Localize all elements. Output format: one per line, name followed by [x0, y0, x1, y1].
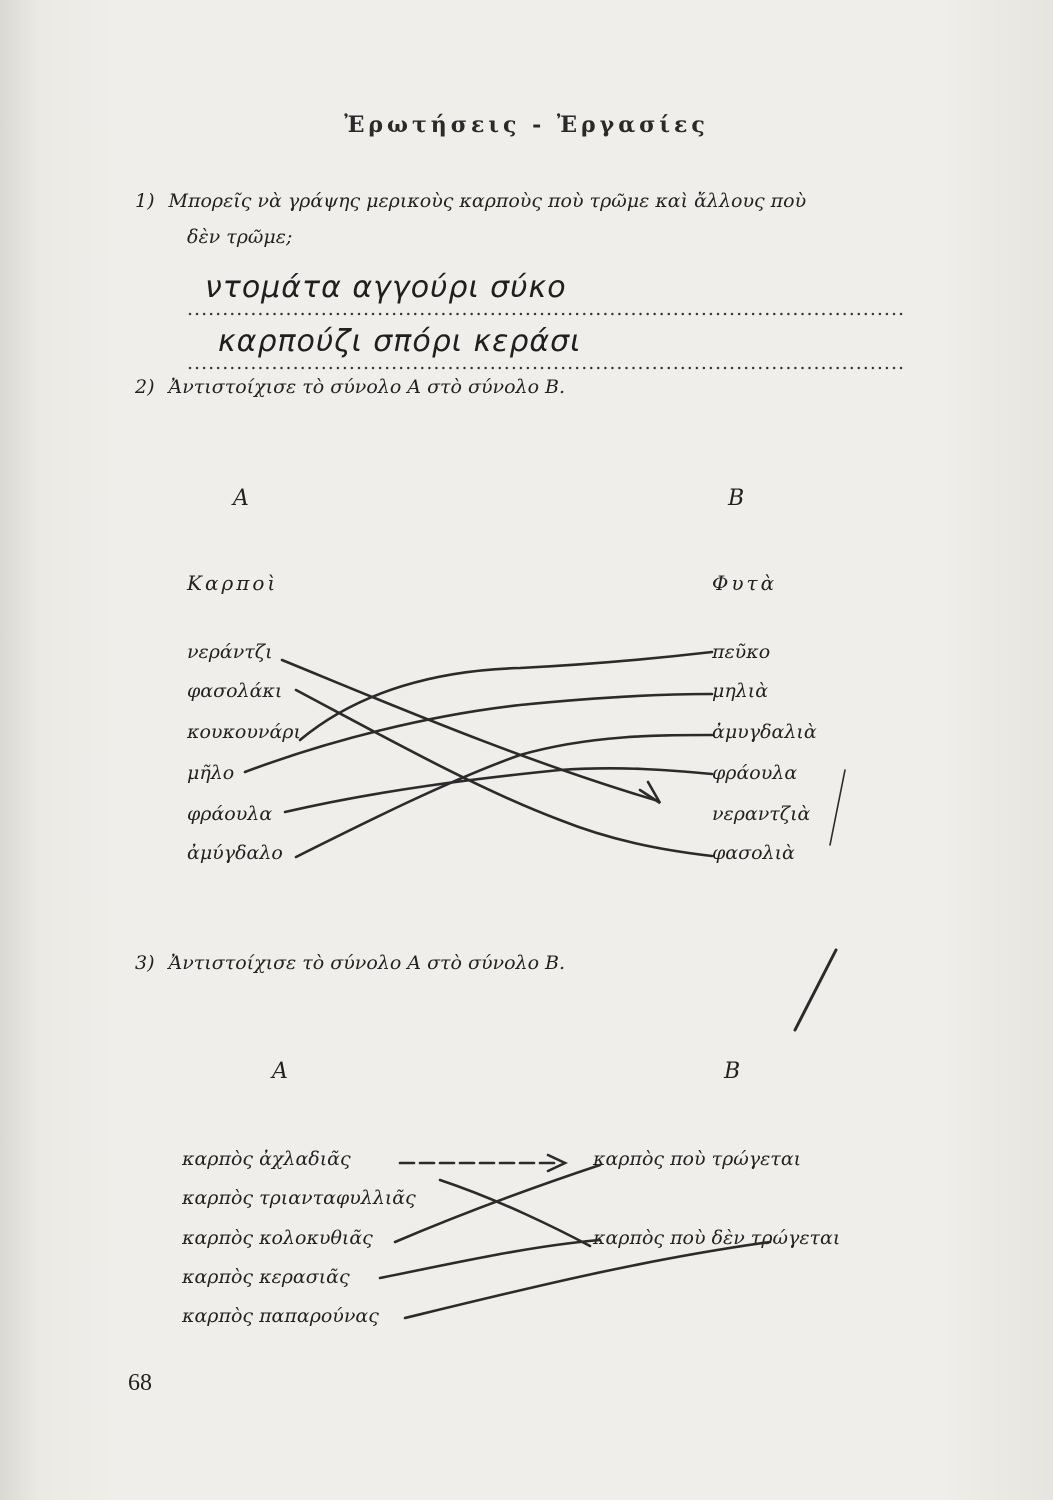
q2-left-item: μῆλο [187, 762, 235, 784]
q2-left-item: νεράντζι [187, 641, 273, 663]
q2-set-a-label: Α [233, 486, 249, 511]
q3-set-b-label: Β [724, 1059, 741, 1084]
question-1-text-line2: δὲν τρῶμε; [187, 226, 293, 248]
q3-line-paparouna [405, 1242, 770, 1318]
q3-line-kerasia [380, 1240, 600, 1278]
q3-right-item: καρπὸς ποὺ τρώγεται [593, 1148, 802, 1170]
q3-left-item: καρπὸς κολοκυθιᾶς [182, 1227, 373, 1249]
answer-dotted-line-1: ...................................................................................................... [187, 298, 906, 320]
q2-right-item: πεῦκο [712, 641, 771, 663]
q3-right-item: καρπὸς ποὺ δὲν τρώγεται [593, 1227, 841, 1249]
handwritten-answer-line-1: ντομάτα αγγούρι σύκο [205, 270, 567, 305]
question-3-number: 3) [135, 952, 155, 974]
q2-set-b-label: Β [728, 486, 745, 511]
q2-line-milo-milia [245, 694, 712, 772]
q3-left-item: καρπὸς παπαρούνας [182, 1305, 379, 1327]
question-2-number: 2) [135, 376, 155, 398]
question-1-number: 1) [135, 190, 155, 212]
q3-line-triantafyllia [440, 1180, 590, 1246]
q3-set-a-label: Α [272, 1059, 288, 1084]
q2-right-item: μηλιὰ [712, 680, 769, 702]
answer-dotted-line-2: ...................................................................................................... [187, 352, 906, 374]
q3-left-item: καρπὸς κερασιᾶς [182, 1266, 350, 1288]
page-title: Ἐρωτήσεις - Ἐργασίες [344, 112, 709, 138]
q2-left-item: κουκουνάρι [187, 721, 301, 743]
question-2-text: Ἀντιστοίχισε τὸ σύνολο Α στὸ σύνολο Β. [168, 376, 566, 398]
q3-left-item: καρπὸς τριανταφυλλιᾶς [182, 1187, 416, 1209]
q2-head-plants: Φυτὰ [712, 571, 778, 595]
q2-right-item: ἀμυγδαλιὰ [712, 721, 817, 743]
q2-line-fasolaki-fasolia [296, 690, 712, 856]
pencil-mark [795, 950, 836, 1030]
q2-left-item: ἀμύγδαλο [187, 842, 283, 864]
q2-right-item: φασολιὰ [712, 842, 795, 864]
q3-left-item: καρπὸς ἀχλαδιᾶς [182, 1148, 351, 1170]
q2-left-item: φράουλα [187, 803, 273, 825]
q3-line-kolokythia [395, 1165, 600, 1242]
q2-line-fraoula-fraoula [285, 768, 712, 812]
q2-right-item: νεραντζιὰ [712, 803, 811, 825]
question-3-text: Ἀντιστοίχισε τὸ σύνολο Α στὸ σύνολο Β. [168, 952, 566, 974]
page-number: 68 [128, 1370, 152, 1396]
handwritten-answer-line-2: καρπούζι σπόρι κεράσι [218, 324, 582, 359]
question-1-text-line1: Μπορεῖς νὰ γράψης μερικοὺς καρποὺς ποὺ τρῶμε καὶ ἄλλους ποὺ [168, 190, 807, 212]
pencil-mark [830, 770, 845, 845]
q2-head-fruits: Καρποὶ [187, 571, 279, 595]
q2-left-item: φασολάκι [187, 680, 283, 702]
q2-right-item: φράουλα [712, 762, 798, 784]
